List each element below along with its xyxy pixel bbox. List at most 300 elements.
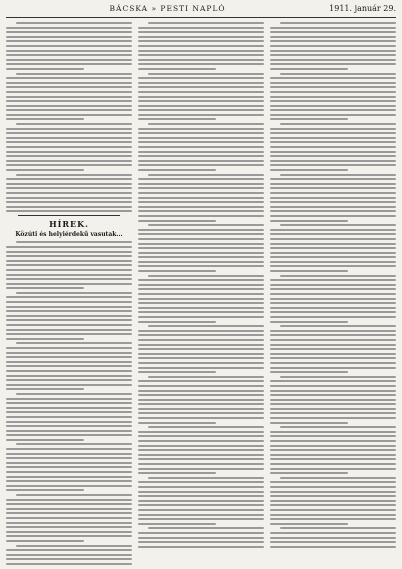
text-line	[138, 321, 216, 323]
text-line	[138, 100, 264, 102]
text-line	[270, 141, 396, 143]
text-line	[16, 494, 132, 496]
text-line	[16, 123, 132, 125]
text-line	[138, 399, 264, 401]
text-line	[270, 541, 396, 543]
text-line	[16, 545, 132, 547]
text-line	[6, 356, 132, 358]
text-line	[138, 96, 264, 98]
text-line	[138, 412, 264, 414]
text-line	[6, 201, 132, 203]
text-line	[270, 220, 348, 222]
text-line	[138, 330, 264, 332]
text-line	[270, 394, 396, 396]
text-line	[270, 192, 396, 194]
text-line	[270, 399, 396, 401]
text-line	[6, 301, 132, 303]
text-line	[6, 260, 132, 262]
text-line	[270, 118, 348, 120]
text-line	[6, 251, 132, 253]
text-line	[138, 408, 264, 410]
text-line	[138, 59, 264, 61]
text-line	[6, 178, 132, 180]
text-line	[138, 215, 264, 217]
text-line	[138, 45, 264, 47]
text-line	[6, 255, 132, 257]
text-line	[138, 105, 264, 107]
text-line	[270, 431, 396, 433]
news-heading: HÍREK.	[49, 219, 89, 230]
text-line	[270, 472, 348, 474]
text-line	[270, 288, 396, 290]
text-line	[138, 178, 264, 180]
text-line	[270, 344, 396, 346]
text-line	[270, 454, 396, 456]
text-line	[138, 537, 264, 539]
text-line	[138, 114, 264, 116]
text-line	[138, 514, 264, 516]
text-line	[270, 233, 396, 235]
section-rule	[18, 215, 120, 216]
text-line	[280, 426, 396, 428]
text-line	[270, 449, 396, 451]
text-line	[138, 210, 264, 212]
text-line	[270, 105, 396, 107]
text-line	[6, 370, 132, 372]
text-line	[280, 275, 396, 277]
text-line	[148, 73, 264, 75]
text-line	[138, 380, 264, 382]
text-line	[270, 197, 396, 199]
text-line	[270, 463, 396, 465]
text-line	[138, 183, 264, 185]
text-line	[6, 82, 132, 84]
text-line	[280, 224, 396, 226]
text-line	[270, 307, 396, 309]
text-line	[138, 201, 264, 203]
text-line	[6, 411, 132, 413]
text-line	[6, 118, 84, 120]
text-line	[6, 169, 84, 171]
text-line	[138, 302, 264, 304]
text-line	[6, 296, 132, 298]
text-line	[270, 243, 396, 245]
text-line	[270, 91, 396, 93]
text-line	[6, 114, 132, 116]
text-line	[270, 86, 396, 88]
text-line	[270, 261, 396, 263]
text-line	[6, 430, 132, 432]
text-line	[138, 458, 264, 460]
text-line	[6, 453, 132, 455]
text-line	[138, 284, 264, 286]
text-line	[270, 114, 396, 116]
text-line	[138, 445, 264, 447]
text-line	[138, 371, 216, 373]
text-line	[6, 503, 132, 505]
text-line	[6, 338, 84, 340]
text-line	[138, 206, 264, 208]
text-line	[138, 440, 264, 442]
text-line	[6, 287, 84, 289]
text-line	[270, 82, 396, 84]
text-line	[138, 50, 264, 52]
text-line	[270, 486, 396, 488]
column-3	[270, 22, 396, 567]
text-line	[138, 187, 264, 189]
text-line	[6, 347, 132, 349]
text-line	[138, 91, 264, 93]
text-line	[270, 445, 396, 447]
text-line	[270, 210, 396, 212]
text-line	[270, 31, 396, 33]
text-line	[138, 541, 264, 543]
text-line	[270, 155, 396, 157]
text-line	[138, 247, 264, 249]
text-line	[16, 241, 132, 243]
text-line	[6, 63, 132, 65]
text-line	[6, 77, 132, 79]
text-line	[270, 146, 396, 148]
text-line	[138, 348, 264, 350]
text-line	[6, 375, 132, 377]
text-line	[138, 307, 264, 309]
text-line	[270, 311, 396, 313]
text-line	[6, 563, 132, 565]
text-line	[138, 77, 264, 79]
text-line	[6, 485, 132, 487]
text-line	[6, 522, 132, 524]
text-line	[138, 344, 264, 346]
text-line	[138, 265, 264, 267]
text-line	[6, 54, 132, 56]
text-line	[6, 421, 132, 423]
text-line	[270, 160, 396, 162]
text-line	[270, 362, 396, 364]
text-line	[270, 206, 396, 208]
masthead-date: 1911. január 29.	[329, 4, 396, 13]
masthead-title: BÁCSKA » PESTI NAPLÓ	[109, 4, 226, 13]
text-line	[270, 151, 396, 153]
text-line	[6, 164, 132, 166]
text-line	[270, 68, 348, 70]
column-1	[6, 22, 132, 567]
text-line	[6, 269, 132, 271]
text-line	[270, 96, 396, 98]
text-line	[270, 316, 396, 318]
text-line	[6, 448, 132, 450]
text-line	[270, 59, 396, 61]
text-line	[148, 376, 264, 378]
text-line	[6, 27, 132, 29]
text-line	[6, 508, 132, 510]
text-line	[138, 394, 264, 396]
text-line	[138, 500, 264, 502]
text-line	[6, 439, 84, 441]
text-line	[138, 155, 264, 157]
text-line	[138, 504, 264, 506]
text-line	[6, 40, 132, 42]
text-line	[270, 247, 396, 249]
text-line	[138, 288, 264, 290]
text-line	[270, 270, 348, 272]
text-line	[270, 201, 396, 203]
text-line	[6, 210, 132, 212]
text-line	[270, 412, 396, 414]
text-line	[270, 380, 396, 382]
text-line	[138, 518, 264, 520]
text-line	[270, 187, 396, 189]
text-line	[138, 40, 264, 42]
text-line	[138, 27, 264, 29]
text-line	[138, 197, 264, 199]
text-line	[138, 137, 264, 139]
text-line	[6, 50, 132, 52]
text-line	[138, 256, 264, 258]
text-line	[6, 109, 132, 111]
text-line	[6, 274, 132, 276]
text-line	[280, 123, 396, 125]
text-line	[270, 371, 348, 373]
text-line	[6, 151, 132, 153]
text-line	[138, 82, 264, 84]
text-line	[138, 390, 264, 392]
text-line	[270, 293, 396, 295]
text-line	[138, 491, 264, 493]
text-line	[6, 310, 132, 312]
text-line	[138, 417, 264, 419]
text-line	[138, 261, 264, 263]
text-line	[270, 367, 396, 369]
text-line	[6, 402, 132, 404]
text-line	[138, 169, 216, 171]
text-line	[270, 509, 396, 511]
text-line	[138, 68, 216, 70]
text-line	[6, 197, 132, 199]
text-line	[6, 132, 132, 134]
text-line	[270, 321, 348, 323]
text-line	[138, 468, 264, 470]
text-line	[138, 546, 264, 548]
text-line	[270, 417, 396, 419]
text-line	[138, 311, 264, 313]
text-line	[6, 434, 132, 436]
text-line	[6, 476, 132, 478]
text-line	[138, 334, 264, 336]
text-line	[6, 137, 132, 139]
text-line	[6, 319, 132, 321]
text-line	[6, 558, 132, 560]
text-line	[6, 480, 132, 482]
text-line	[138, 146, 264, 148]
text-line	[270, 36, 396, 38]
text-line	[6, 315, 132, 317]
column-2	[138, 22, 264, 567]
text-line	[6, 68, 84, 70]
text-line	[6, 489, 84, 491]
text-line	[6, 306, 132, 308]
text-line	[270, 298, 396, 300]
text-line	[16, 174, 132, 176]
text-line	[6, 361, 132, 363]
text-line	[270, 132, 396, 134]
text-line	[138, 141, 264, 143]
text-line	[138, 132, 264, 134]
text-line	[270, 385, 396, 387]
text-line	[270, 284, 396, 286]
text-line	[6, 526, 132, 528]
text-line	[270, 523, 348, 525]
text-line	[6, 535, 132, 537]
text-line	[270, 468, 396, 470]
text-line	[6, 36, 132, 38]
text-line	[6, 100, 132, 102]
text-line	[138, 243, 264, 245]
text-line	[148, 477, 264, 479]
text-line	[138, 109, 264, 111]
text-line	[270, 137, 396, 139]
text-line	[148, 123, 264, 125]
text-line	[16, 22, 132, 24]
text-line	[270, 422, 348, 424]
text-line	[138, 164, 264, 166]
text-columns	[6, 22, 396, 567]
text-line	[138, 298, 264, 300]
text-line	[270, 353, 396, 355]
text-line	[270, 504, 396, 506]
text-line	[138, 86, 264, 88]
text-line	[138, 252, 264, 254]
text-line	[138, 270, 216, 272]
text-line	[6, 499, 132, 501]
text-line	[6, 540, 84, 542]
text-line	[6, 128, 132, 130]
text-line	[138, 36, 264, 38]
text-line	[270, 183, 396, 185]
text-line	[270, 279, 396, 281]
text-line	[138, 118, 216, 120]
text-line	[138, 435, 264, 437]
text-line	[280, 325, 396, 327]
text-line	[270, 178, 396, 180]
text-line	[270, 518, 396, 520]
text-line	[270, 27, 396, 29]
text-line	[16, 342, 132, 344]
text-line	[270, 330, 396, 332]
text-line	[280, 22, 396, 24]
text-line	[280, 477, 396, 479]
text-line	[270, 54, 396, 56]
text-line	[138, 160, 264, 162]
text-line	[6, 466, 132, 468]
text-line	[148, 527, 264, 529]
text-line	[270, 302, 396, 304]
text-line	[148, 275, 264, 277]
text-line	[270, 63, 396, 65]
text-line	[270, 435, 396, 437]
text-line	[6, 187, 132, 189]
text-line	[270, 532, 396, 534]
text-line	[6, 283, 132, 285]
text-line	[148, 224, 264, 226]
text-line	[270, 169, 348, 171]
text-line	[138, 220, 216, 222]
text-line	[138, 353, 264, 355]
text-line	[270, 265, 396, 267]
text-line	[148, 174, 264, 176]
text-line	[270, 109, 396, 111]
text-line	[138, 339, 264, 341]
text-line	[270, 339, 396, 341]
text-line	[138, 509, 264, 511]
text-line	[138, 422, 216, 424]
text-line	[6, 105, 132, 107]
text-line	[280, 527, 396, 529]
text-line	[270, 256, 396, 258]
text-line	[6, 206, 132, 208]
text-line	[280, 73, 396, 75]
text-line	[270, 40, 396, 42]
text-line	[138, 63, 264, 65]
text-line	[138, 54, 264, 56]
text-line	[6, 554, 132, 556]
text-line	[270, 50, 396, 52]
text-line	[138, 229, 264, 231]
text-line	[138, 31, 264, 33]
text-line	[6, 278, 132, 280]
text-line	[138, 523, 216, 525]
text-line	[6, 59, 132, 61]
text-line	[270, 238, 396, 240]
text-line	[270, 408, 396, 410]
text-line	[6, 425, 132, 427]
text-line	[16, 73, 132, 75]
text-line	[138, 385, 264, 387]
text-line	[148, 426, 264, 428]
text-line	[6, 416, 132, 418]
text-line	[138, 481, 264, 483]
text-line	[16, 292, 132, 294]
text-line	[270, 495, 396, 497]
text-line	[138, 367, 264, 369]
text-line	[148, 325, 264, 327]
text-line	[6, 45, 132, 47]
text-line	[270, 45, 396, 47]
text-line	[138, 532, 264, 534]
text-line	[270, 403, 396, 405]
text-line	[6, 183, 132, 185]
text-line	[270, 357, 396, 359]
text-line	[6, 398, 132, 400]
text-line	[138, 233, 264, 235]
text-line	[270, 252, 396, 254]
text-line	[6, 388, 84, 390]
text-line	[270, 348, 396, 350]
text-line	[6, 192, 132, 194]
text-line	[6, 549, 132, 551]
text-line	[270, 440, 396, 442]
text-line	[6, 512, 132, 514]
text-line	[16, 443, 132, 445]
text-line	[6, 531, 132, 533]
text-line	[270, 215, 396, 217]
text-line	[270, 390, 396, 392]
text-line	[6, 31, 132, 33]
text-line	[138, 362, 264, 364]
text-line	[138, 486, 264, 488]
text-line	[270, 100, 396, 102]
text-line	[270, 500, 396, 502]
